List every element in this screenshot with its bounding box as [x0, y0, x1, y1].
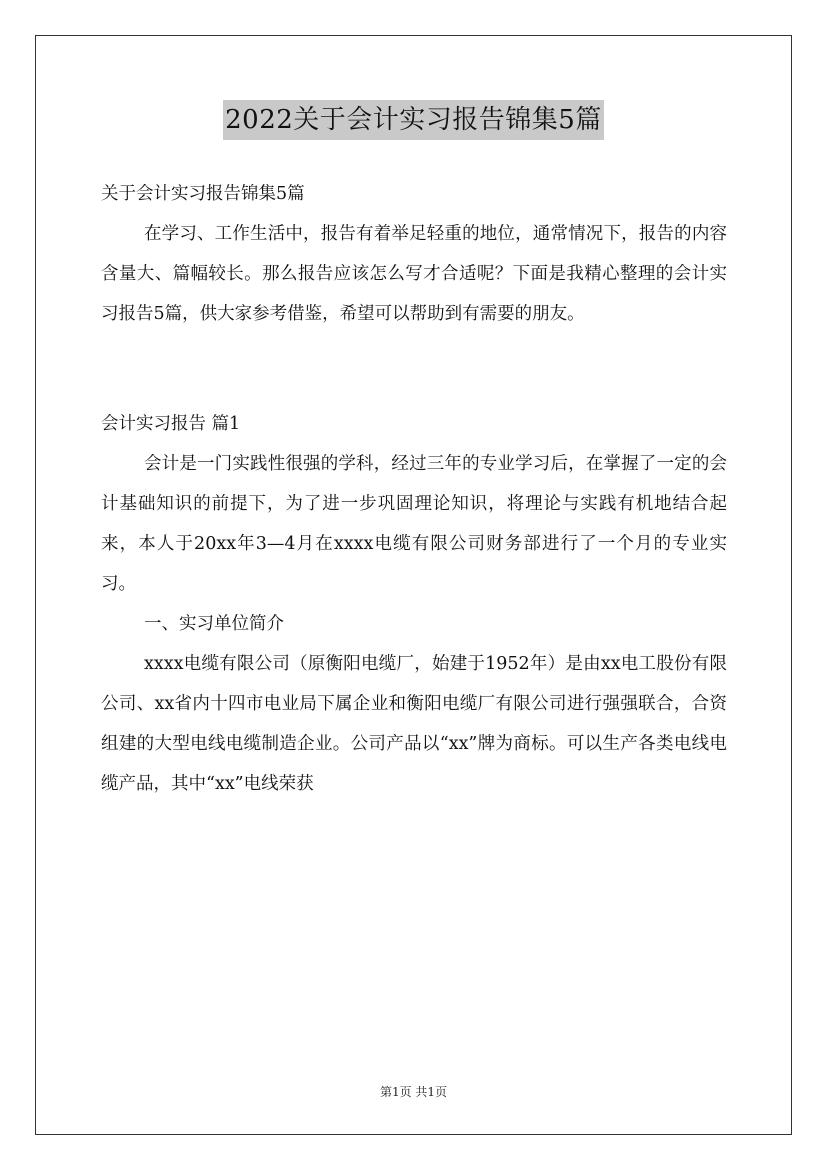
document-subtitle: 关于会计实习报告锦集5篇 [101, 184, 305, 204]
sub-heading: 一、实习单位简介 [144, 614, 284, 634]
document-body [101, 174, 727, 804]
section-spacer [101, 334, 727, 404]
section-heading: 会计实习报告 篇1 [101, 414, 241, 434]
page-number: 第1页 共1页 [379, 1085, 448, 1099]
intro-paragraph: 在学习、工作生活中，报告有着举足轻重的地位，通常情况下，报告的内容含量大、篇幅较长。那么报告应该怎么写才合适呢？下面是我精心整理的会计实习报告5篇，供大家参考借鉴，希望可以帮助到有需要的朋友。 [101, 224, 727, 324]
title-container [0, 100, 827, 140]
body-paragraph: 会计是一门实践性很强的学科，经过三年的专业学习后，在掌握了一定的会计基础知识的前提下，为了进一步巩固理论知识，将理论与实践有机地结合起来，本人于20xx年3—4月在xxxx电缆有限公司财务部进行了一个月的专业实习。 [101, 454, 727, 594]
body-paragraph: xxxx电缆有限公司（原衡阳电缆厂，始建于1952年）是由xx电工股份有限公司、xx省内十四市电业局下属企业和衡阳电缆厂有限公司进行强强联合，合资组建的大型电线电缆制造企业。公司产品以“xx”牌为商标。可以生产各类电线电缆产品，其中“xx”电线荣获 [101, 654, 727, 794]
document-title: 2022关于会计实习报告锦集5篇 [223, 100, 604, 140]
